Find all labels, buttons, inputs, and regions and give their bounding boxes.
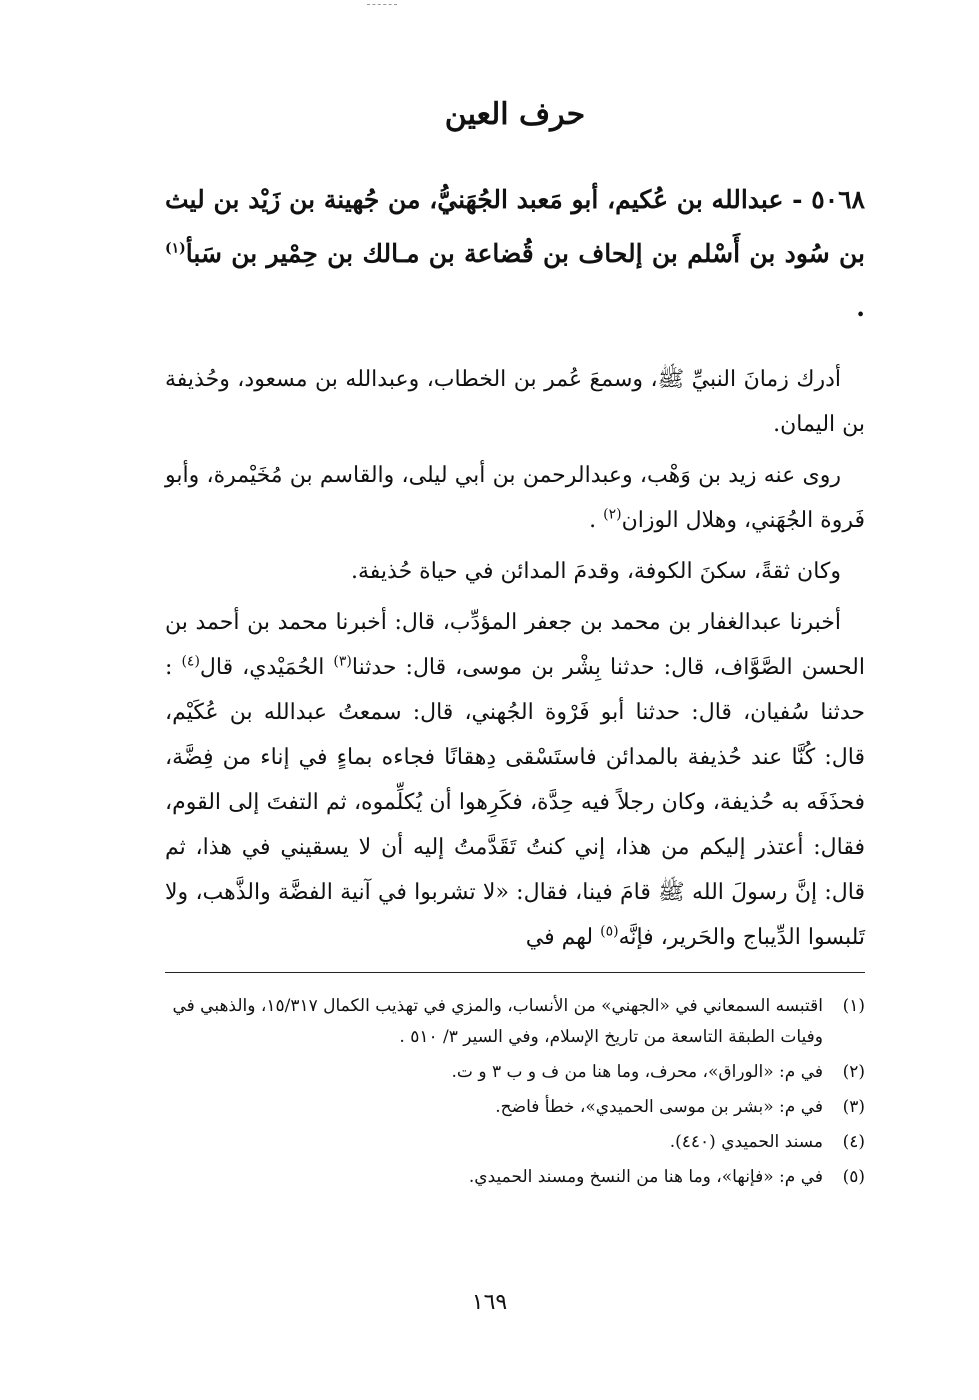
footnote-number: (٣) — [842, 1097, 865, 1117]
page-number: ١٦٩ — [471, 1290, 508, 1315]
footnote-divider — [165, 972, 865, 973]
footnote-item — [165, 1127, 865, 1158]
footnote-number: (٢) — [842, 1062, 865, 1082]
footnote-ref-2: (٢) — [603, 506, 622, 523]
paragraph-narrators — [165, 453, 865, 543]
footnote-number: (١) — [842, 996, 865, 1016]
entry-head-text: عبدالله بن عُكيم، أبو مَعبد الجُهَنيُّ، من جُهينة بن زَيْد بن ليث بن سُود بن أَسْلم بن إلحاف بن قُضاعة بن مـالك بن حِمْير بن سَبأ — [165, 185, 865, 268]
footnote-item — [165, 991, 865, 1053]
paragraph-narrators-end: . — [589, 508, 604, 533]
footnote-text: مسند الحميدي (٤٤٠). — [669, 1132, 823, 1152]
footnote-item — [165, 1162, 865, 1193]
paragraph-reliability: وكان ثقةً، سكنَ الكوفة، وقدمَ المدائن في حياة حُذيفة. — [350, 559, 841, 584]
footnote-number: (٤) — [842, 1132, 865, 1152]
hadith-body-end: لهم في — [525, 925, 601, 950]
footnote-text: في م: «الوراق»، محرف، وما هنا من ف و ب ٣ و ت. — [451, 1062, 823, 1082]
hadith-body-text: : حدثنا سُفيان، قال: حدثنا أبو فَرْوة الجُهني، قال: سمعتُ عبدالله بن عُكَيْم، قال: كُنَّا عند حُذيفة بالمدائن فاستَسْقى دِهقانًا فجاءه بماءٍ في إناء من فِضَّة، فحذَفَه به حُذيفة، وكان رجلاً فيه حِدَّة، فكَرِهوا أن يُكلِّموه، ثم التفتَ إلى القوم، فقال: أعتذر إليكم من هذا، إني كنتُ تَقَدَّمتُ إليه أن لا يسقيني في هذا، ثم قال: إنَّ رسولَ الله ﷺ قامَ فينا، فقال: «لا تشربوا في آنية الفضَّة والذَّهب، ولا تَلبسوا الدِّيباج والحَرير، فإنَّه — [165, 655, 865, 950]
footnote-item — [165, 1092, 865, 1123]
footnote-text: في م: «فإنها»، وما هنا من النسخ ومسند الحميدي. — [468, 1167, 823, 1187]
footnote-ref-4: (٤) — [181, 653, 200, 670]
footnote-text: اقتبسه السمعاني في «الجهني» من الأنساب، والمزي في تهذيب الكمال ١٥/٣١٧، والذهبي في وفيات الطبقة التاسعة من تاريخ الإسلام، وفي السير ٣/ ٥١٠ . — [172, 996, 823, 1047]
footnote-item — [165, 1057, 865, 1088]
footnote-text: في م: «بشر بن موسى الحميدي»، خطأ فاضح. — [495, 1097, 823, 1117]
footnotes — [165, 991, 865, 1193]
footnote-ref-5: (٥) — [600, 923, 619, 940]
paragraph-biography: أدرك زمانَ النبيِّ ﷺ، وسمعَ عُمر بن الخطاب، وعبدالله بن مسعود، وحُذيفة بن اليمان. — [165, 367, 865, 437]
footnote-ref-1: (١) — [165, 240, 186, 257]
paragraph-hadith — [165, 600, 865, 960]
footnote-number: (٥) — [842, 1167, 865, 1187]
entry-number: ٥٠٦٨ - — [792, 185, 865, 214]
entry-heading — [165, 173, 865, 335]
book-page — [165, 95, 865, 1197]
footnote-ref-3: (٣) — [333, 653, 352, 670]
hadith-chain-text-2: الحُمَيْدي، قال — [199, 655, 334, 680]
chapter-title: حرف العين — [444, 97, 586, 132]
hadith-chain-text: أخبرنا عبدالغفار بن محمد بن جعفر المؤدِّب، قال: أخبرنا محمد بن أحمد بن الحسن الصَّوَّاف، قال: حدثنا بِشْر بن موسى، قال: حدثنا — [165, 610, 865, 680]
scan-edge-mark — [367, 4, 397, 5]
paragraph-narrators-text: روى عنه زيد بن وَهْب، وعبدالرحمن بن أبي ليلى، والقاسم بن مُخَيْمرة، وأبو فَروة الجُهَني، وهلال الوزان — [165, 463, 865, 533]
entry-head-end: . — [856, 293, 865, 322]
